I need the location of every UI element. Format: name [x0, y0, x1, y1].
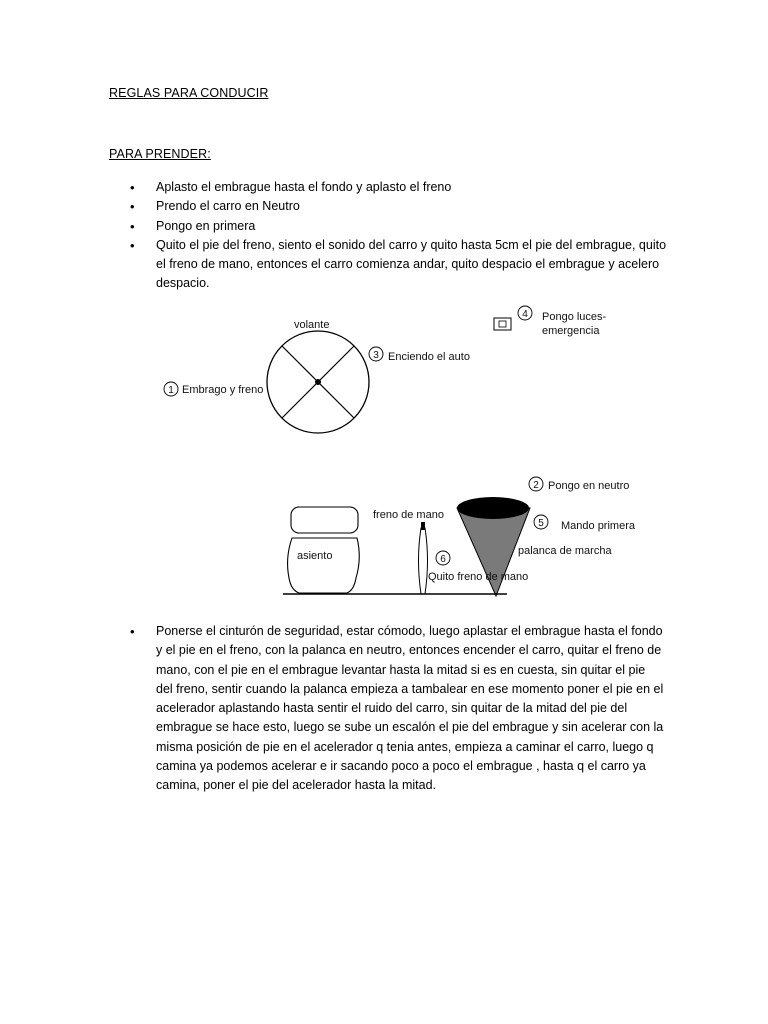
paragraph-list [128, 622, 664, 796]
step-1-label: Embrago y freno [182, 384, 264, 396]
svg-text:6: 6 [440, 554, 446, 565]
list-item: • Pongo en primera [128, 217, 668, 236]
list-item: • Ponerse el cinturón de seguridad, estar cómodo, luego aplastar el embrague hasta el fondo y el pie en el freno, con la palanca en neutro, entonces encender el carro, quitar el freno de mano, con el pie en el embrague levantar hasta la mitad si es en cuesta, sin quitar el pie del freno, sentir cuando la palanca empieza a tambalear en ese momento poner el pie en el acelerador aplastando hasta sentir el ruido del carro, sin quitar de la mitad del pie del embrague se hace esto, luego se sube un escalón el pie del embrague y sin acelerar con la misma posición de pie en el acelerador q tenia antes, empieza a caminar el carro, luego q camina ya podemos acelerar e ir sacando poco a poco el embrague , hasta q el carro ya camina, poner el pie del acelerador hasta la mitad. [128, 622, 664, 796]
step-3-label: Enciendo el auto [388, 351, 470, 363]
step-4-label-line2: emergencia [542, 325, 600, 337]
document-title: REGLAS PARA CONDUCIR [109, 86, 269, 100]
step-2-marker [529, 477, 543, 491]
seat-label: asiento [297, 550, 333, 562]
list-item: • Aplasto el embrague hasta el fondo y aplasto el freno [128, 178, 668, 197]
list-item: • Prendo el carro en Neutro [128, 197, 668, 216]
svg-text:2: 2 [533, 480, 539, 491]
step-4-label-line1: Pongo luces- [542, 311, 607, 323]
step-1-marker [164, 382, 178, 396]
svg-text:5: 5 [538, 518, 544, 529]
step-3-marker [369, 347, 383, 361]
step-6-label: Quito freno de mano [428, 571, 529, 583]
section-heading: PARA PRENDER: [109, 147, 211, 161]
step-6-marker [436, 551, 450, 565]
wheel-label: volante [294, 319, 330, 331]
svg-text:3: 3 [373, 350, 379, 361]
handbrake-label: freno de mano [373, 509, 444, 521]
list-item: • Quito el pie del freno, siento el sonido del carro y quito hasta 5cm el pie del embrague, quito el freno de mano, entonces el carro comienza andar, quito despacio el embrague y acelero despacio. [128, 236, 668, 294]
step-4-marker [518, 306, 532, 320]
svg-text:4: 4 [522, 309, 528, 320]
handbrake-icon [419, 522, 428, 594]
svg-text:1: 1 [168, 385, 174, 396]
steering-wheel [267, 331, 369, 433]
step-5-marker [534, 515, 548, 529]
gear-lever-label: palanca de marcha [518, 545, 612, 557]
step-5-label: Mando primera [561, 520, 635, 532]
step-2-label: Pongo en neutro [548, 480, 630, 492]
hazard-button-icon [494, 318, 511, 330]
